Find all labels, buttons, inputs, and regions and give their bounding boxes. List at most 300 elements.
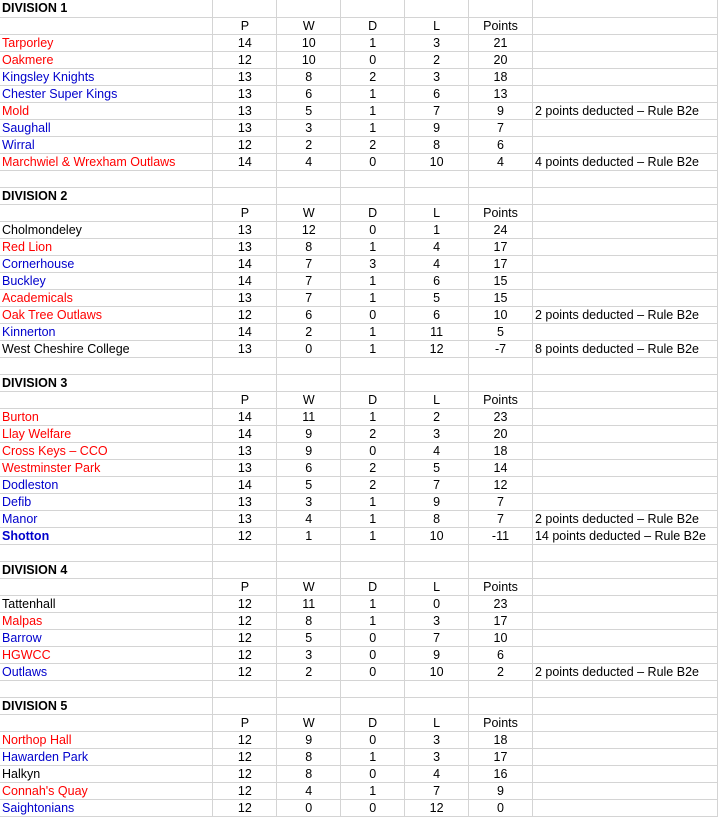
team-name: Manor	[0, 510, 213, 527]
division-title-row	[0, 697, 718, 714]
table-row	[0, 68, 718, 85]
stat-p: 13	[213, 119, 277, 136]
team-name: Shotton	[0, 527, 213, 544]
deduction-note: 2 points deducted – Rule B2e	[532, 306, 717, 323]
team-name: Kingsley Knights	[0, 68, 213, 85]
stat-d: 1	[341, 272, 405, 289]
stat-d: 2	[341, 425, 405, 442]
team-name: Tarporley	[0, 34, 213, 51]
empty-cell	[0, 578, 213, 595]
stat-p: 12	[213, 629, 277, 646]
stat-p: 14	[213, 153, 277, 170]
stat-p: 12	[213, 799, 277, 816]
stat-l: 11	[405, 323, 469, 340]
column-header: L	[405, 391, 469, 408]
stat-d: 1	[341, 289, 405, 306]
table-row	[0, 646, 718, 663]
stat-l: 4	[405, 442, 469, 459]
stat-pts: 4	[469, 153, 533, 170]
empty-cell	[277, 374, 341, 391]
stat-l: 7	[405, 629, 469, 646]
stat-w: 10	[277, 34, 341, 51]
stat-pts: 21	[469, 34, 533, 51]
deduction-note	[532, 51, 717, 68]
stat-w: 0	[277, 799, 341, 816]
column-header-row	[0, 204, 718, 221]
stat-l: 8	[405, 136, 469, 153]
deduction-note: 8 points deducted – Rule B2e	[532, 340, 717, 357]
stat-l: 12	[405, 799, 469, 816]
stat-w: 7	[277, 289, 341, 306]
stat-l: 3	[405, 34, 469, 51]
empty-cell	[469, 680, 533, 697]
team-name: Cornerhouse	[0, 255, 213, 272]
column-header: D	[341, 391, 405, 408]
empty-cell	[0, 204, 213, 221]
stat-d: 0	[341, 153, 405, 170]
empty-cell	[405, 187, 469, 204]
empty-cell	[213, 357, 277, 374]
division-title: DIVISION 1	[0, 0, 213, 17]
deduction-note	[532, 493, 717, 510]
stat-l: 7	[405, 102, 469, 119]
column-header: W	[277, 204, 341, 221]
empty-cell	[532, 170, 717, 187]
team-name: Connah's Quay	[0, 782, 213, 799]
empty-cell	[213, 0, 277, 17]
stat-l: 7	[405, 782, 469, 799]
empty-cell	[469, 697, 533, 714]
stat-d: 1	[341, 408, 405, 425]
stat-pts: 7	[469, 119, 533, 136]
division-title-row	[0, 187, 718, 204]
stat-p: 14	[213, 408, 277, 425]
deduction-note	[532, 425, 717, 442]
division-title: DIVISION 2	[0, 187, 213, 204]
team-name: Hawarden Park	[0, 748, 213, 765]
team-name: Cross Keys – CCO	[0, 442, 213, 459]
empty-cell	[469, 0, 533, 17]
stat-w: 7	[277, 255, 341, 272]
team-name: Red Lion	[0, 238, 213, 255]
table-row	[0, 34, 718, 51]
stat-p: 12	[213, 748, 277, 765]
deduction-note	[532, 748, 717, 765]
stat-d: 1	[341, 85, 405, 102]
stat-p: 13	[213, 493, 277, 510]
stat-p: 13	[213, 102, 277, 119]
empty-cell	[277, 697, 341, 714]
stat-p: 13	[213, 289, 277, 306]
deduction-note: 2 points deducted – Rule B2e	[532, 663, 717, 680]
stat-d: 1	[341, 748, 405, 765]
stat-pts: 23	[469, 408, 533, 425]
stat-pts: 17	[469, 612, 533, 629]
stat-w: 6	[277, 459, 341, 476]
stat-l: 9	[405, 493, 469, 510]
empty-cell	[532, 374, 717, 391]
stat-w: 11	[277, 408, 341, 425]
deduction-note	[532, 323, 717, 340]
stat-d: 0	[341, 765, 405, 782]
column-header-row	[0, 391, 718, 408]
table-row	[0, 629, 718, 646]
table-row	[0, 153, 718, 170]
stat-pts: 23	[469, 595, 533, 612]
team-name: Dodleston	[0, 476, 213, 493]
stat-d: 0	[341, 731, 405, 748]
empty-cell	[213, 680, 277, 697]
stat-p: 12	[213, 136, 277, 153]
column-header: D	[341, 578, 405, 595]
stat-w: 12	[277, 221, 341, 238]
stat-d: 0	[341, 799, 405, 816]
team-name: Oakmere	[0, 51, 213, 68]
stat-l: 5	[405, 289, 469, 306]
stat-l: 10	[405, 663, 469, 680]
stat-pts: 0	[469, 799, 533, 816]
stat-d: 1	[341, 612, 405, 629]
table-row	[0, 408, 718, 425]
empty-cell	[532, 187, 717, 204]
empty-cell	[532, 357, 717, 374]
stat-w: 5	[277, 629, 341, 646]
table-row	[0, 799, 718, 816]
division-title: DIVISION 4	[0, 561, 213, 578]
stat-p: 13	[213, 340, 277, 357]
stat-w: 4	[277, 510, 341, 527]
stat-w: 2	[277, 663, 341, 680]
empty-cell	[405, 697, 469, 714]
stat-p: 12	[213, 765, 277, 782]
stat-pts: 18	[469, 442, 533, 459]
stat-l: 3	[405, 68, 469, 85]
stat-w: 0	[277, 340, 341, 357]
deduction-note	[532, 442, 717, 459]
stat-d: 1	[341, 102, 405, 119]
deduction-note	[532, 272, 717, 289]
stat-l: 4	[405, 765, 469, 782]
division-title-row	[0, 561, 718, 578]
empty-cell	[532, 0, 717, 17]
stat-p: 14	[213, 255, 277, 272]
team-name: Llay Welfare	[0, 425, 213, 442]
stat-d: 0	[341, 306, 405, 323]
deduction-note: 2 points deducted – Rule B2e	[532, 510, 717, 527]
empty-cell	[0, 391, 213, 408]
table-row	[0, 748, 718, 765]
deduction-note	[532, 612, 717, 629]
stat-p: 12	[213, 527, 277, 544]
empty-cell	[405, 374, 469, 391]
column-header-row	[0, 17, 718, 34]
column-header: P	[213, 714, 277, 731]
stat-l: 3	[405, 748, 469, 765]
stat-pts: 10	[469, 629, 533, 646]
stat-w: 8	[277, 765, 341, 782]
deduction-note	[532, 459, 717, 476]
stat-pts: 7	[469, 493, 533, 510]
table-row	[0, 612, 718, 629]
deduction-note: 2 points deducted – Rule B2e	[532, 102, 717, 119]
column-header: W	[277, 578, 341, 595]
team-name: West Cheshire College	[0, 340, 213, 357]
stat-pts: 12	[469, 476, 533, 493]
stat-w: 9	[277, 425, 341, 442]
stat-w: 3	[277, 493, 341, 510]
table-row	[0, 663, 718, 680]
stat-p: 14	[213, 425, 277, 442]
stat-l: 3	[405, 731, 469, 748]
stat-l: 6	[405, 85, 469, 102]
empty-cell	[341, 0, 405, 17]
stat-w: 2	[277, 323, 341, 340]
stat-d: 1	[341, 323, 405, 340]
team-name: HGWCC	[0, 646, 213, 663]
empty-cell	[469, 544, 533, 561]
stat-p: 12	[213, 663, 277, 680]
stat-w: 8	[277, 748, 341, 765]
empty-cell	[277, 187, 341, 204]
empty-cell	[0, 714, 213, 731]
team-name: Oak Tree Outlaws	[0, 306, 213, 323]
table-row	[0, 425, 718, 442]
column-header: P	[213, 578, 277, 595]
empty-cell	[0, 17, 213, 34]
deduction-note	[532, 136, 717, 153]
deduction-note	[532, 595, 717, 612]
deduction-note	[532, 782, 717, 799]
empty-cell	[532, 697, 717, 714]
deduction-note	[532, 629, 717, 646]
empty-cell	[341, 544, 405, 561]
stat-d: 0	[341, 51, 405, 68]
division-title-row	[0, 374, 718, 391]
stat-d: 0	[341, 646, 405, 663]
stat-pts: 13	[469, 85, 533, 102]
stat-p: 14	[213, 34, 277, 51]
deduction-note	[532, 85, 717, 102]
stat-l: 6	[405, 306, 469, 323]
spacer-row	[0, 680, 718, 697]
stat-pts: 14	[469, 459, 533, 476]
empty-cell	[532, 204, 717, 221]
stat-p: 13	[213, 510, 277, 527]
deduction-note: 14 points deducted – Rule B2e	[532, 527, 717, 544]
stat-p: 13	[213, 68, 277, 85]
stat-p: 12	[213, 595, 277, 612]
stat-d: 0	[341, 663, 405, 680]
empty-cell	[405, 0, 469, 17]
table-row	[0, 51, 718, 68]
deduction-note	[532, 765, 717, 782]
stat-l: 1	[405, 221, 469, 238]
stat-pts: 15	[469, 272, 533, 289]
column-header: W	[277, 17, 341, 34]
empty-cell	[532, 544, 717, 561]
stat-d: 3	[341, 255, 405, 272]
team-name: Tattenhall	[0, 595, 213, 612]
stat-p: 14	[213, 476, 277, 493]
column-header: Points	[469, 17, 533, 34]
stat-pts: 2	[469, 663, 533, 680]
division-title: DIVISION 3	[0, 374, 213, 391]
empty-cell	[277, 680, 341, 697]
stat-p: 13	[213, 238, 277, 255]
stat-d: 1	[341, 238, 405, 255]
column-header: D	[341, 204, 405, 221]
empty-cell	[341, 680, 405, 697]
stat-pts: 20	[469, 425, 533, 442]
empty-cell	[532, 391, 717, 408]
column-header: D	[341, 17, 405, 34]
deduction-note	[532, 34, 717, 51]
column-header: L	[405, 204, 469, 221]
stat-l: 0	[405, 595, 469, 612]
empty-cell	[0, 680, 213, 697]
team-name: Outlaws	[0, 663, 213, 680]
stat-w: 8	[277, 238, 341, 255]
stat-w: 4	[277, 782, 341, 799]
table-row	[0, 272, 718, 289]
stat-pts: 6	[469, 136, 533, 153]
stat-w: 2	[277, 136, 341, 153]
column-header: D	[341, 714, 405, 731]
empty-cell	[277, 561, 341, 578]
stat-w: 9	[277, 442, 341, 459]
stat-d: 1	[341, 510, 405, 527]
stat-l: 7	[405, 476, 469, 493]
team-name: Kinnerton	[0, 323, 213, 340]
empty-cell	[277, 0, 341, 17]
table-row	[0, 289, 718, 306]
stat-w: 3	[277, 646, 341, 663]
stat-p: 12	[213, 646, 277, 663]
stat-l: 9	[405, 646, 469, 663]
empty-cell	[213, 544, 277, 561]
empty-cell	[0, 544, 213, 561]
deduction-note	[532, 799, 717, 816]
empty-cell	[213, 170, 277, 187]
stat-l: 12	[405, 340, 469, 357]
empty-cell	[213, 187, 277, 204]
spacer-row	[0, 170, 718, 187]
empty-cell	[405, 544, 469, 561]
stat-pts: 9	[469, 102, 533, 119]
stat-d: 1	[341, 34, 405, 51]
empty-cell	[213, 561, 277, 578]
stat-pts: 18	[469, 68, 533, 85]
stat-pts: 15	[469, 289, 533, 306]
team-name: Halkyn	[0, 765, 213, 782]
table-row	[0, 221, 718, 238]
deduction-note	[532, 476, 717, 493]
team-name: Wirral	[0, 136, 213, 153]
stat-pts: -7	[469, 340, 533, 357]
stat-w: 10	[277, 51, 341, 68]
column-header: Points	[469, 391, 533, 408]
stat-pts: 6	[469, 646, 533, 663]
column-header: P	[213, 204, 277, 221]
stat-w: 6	[277, 85, 341, 102]
team-name: Northop Hall	[0, 731, 213, 748]
deduction-note	[532, 238, 717, 255]
empty-cell	[532, 578, 717, 595]
table-row	[0, 85, 718, 102]
stat-p: 14	[213, 323, 277, 340]
stat-l: 5	[405, 459, 469, 476]
stat-p: 13	[213, 442, 277, 459]
empty-cell	[341, 561, 405, 578]
empty-cell	[341, 374, 405, 391]
stat-p: 12	[213, 612, 277, 629]
table-row	[0, 442, 718, 459]
stat-pts: 16	[469, 765, 533, 782]
team-name: Mold	[0, 102, 213, 119]
team-name: Burton	[0, 408, 213, 425]
column-header: P	[213, 17, 277, 34]
stat-d: 1	[341, 119, 405, 136]
column-header: L	[405, 714, 469, 731]
deduction-note	[532, 119, 717, 136]
stat-d: 1	[341, 527, 405, 544]
stat-l: 3	[405, 425, 469, 442]
empty-cell	[469, 374, 533, 391]
stat-p: 12	[213, 51, 277, 68]
empty-cell	[469, 170, 533, 187]
spacer-row	[0, 544, 718, 561]
stat-l: 6	[405, 272, 469, 289]
stat-d: 2	[341, 476, 405, 493]
team-name: Buckley	[0, 272, 213, 289]
stat-d: 1	[341, 340, 405, 357]
stat-pts: 20	[469, 51, 533, 68]
stat-w: 1	[277, 527, 341, 544]
stat-w: 7	[277, 272, 341, 289]
team-name: Barrow	[0, 629, 213, 646]
table-row	[0, 476, 718, 493]
deduction-note	[532, 68, 717, 85]
stat-w: 11	[277, 595, 341, 612]
empty-cell	[0, 357, 213, 374]
stat-w: 4	[277, 153, 341, 170]
stat-d: 0	[341, 442, 405, 459]
empty-cell	[0, 170, 213, 187]
deduction-note	[532, 255, 717, 272]
table-row	[0, 595, 718, 612]
stat-pts: 17	[469, 255, 533, 272]
deduction-note	[532, 289, 717, 306]
team-name: Westminster Park	[0, 459, 213, 476]
stat-p: 12	[213, 306, 277, 323]
empty-cell	[277, 357, 341, 374]
table-row	[0, 102, 718, 119]
stat-l: 10	[405, 153, 469, 170]
team-name: Defib	[0, 493, 213, 510]
column-header: Points	[469, 578, 533, 595]
stat-p: 13	[213, 459, 277, 476]
table-row	[0, 459, 718, 476]
stat-p: 13	[213, 85, 277, 102]
column-header: L	[405, 17, 469, 34]
empty-cell	[341, 357, 405, 374]
stat-pts: 17	[469, 748, 533, 765]
stat-p: 12	[213, 782, 277, 799]
stat-p: 13	[213, 221, 277, 238]
column-header: L	[405, 578, 469, 595]
table-row	[0, 493, 718, 510]
stat-d: 2	[341, 136, 405, 153]
